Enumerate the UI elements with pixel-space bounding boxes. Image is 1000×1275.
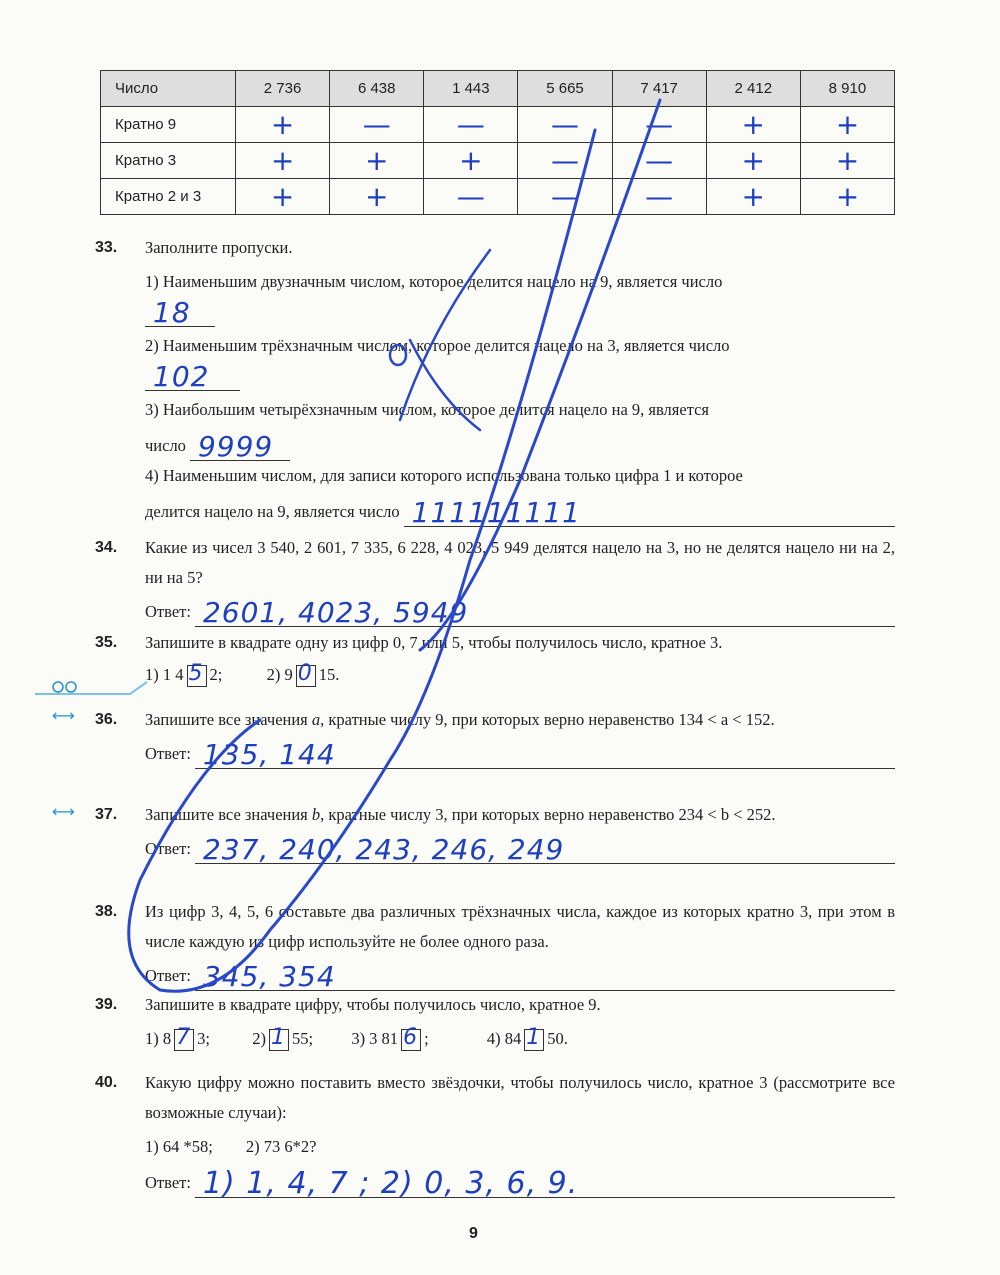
task-text: Какие из чисел 3 540, 2 601, 7 335, 6 228, 4 023, 5 949 делятся нацело на 3, но не делятся нацело ни на 2, ни на 5? [145, 538, 895, 587]
answer-label: Ответ: [145, 744, 191, 763]
table-header-cell: 1 443 [424, 71, 518, 107]
answer-label: Ответ: [145, 839, 191, 858]
handwritten-answer: 1) 1, 4, 7 ; 2) 0, 3, 6, 9. [202, 1166, 579, 1201]
subitem-text: 4) Наименьшим числом, для записи которого использована только цифра 1 и которое [145, 466, 743, 485]
subitem-text: делится нацело на 9, является число [145, 502, 400, 521]
subitem-text: 3) Наибольшим четырёхзначным числом, которое делится нацело на 9, является [145, 400, 710, 419]
table-cell-mark: + [706, 179, 800, 215]
task-35 [95, 628, 895, 690]
table-row [101, 143, 895, 179]
handwritten-answer: 111111111 [411, 496, 581, 529]
margin-decoration [35, 680, 155, 702]
row-label: Кратно 9 [101, 107, 236, 143]
task-text: Какую цифру можно поставить вместо звёздочки, чтобы получилось число, кратное 3 (рассмотрите все возможные случаи): [145, 1073, 895, 1122]
handwritten-answer: 18 [153, 296, 191, 329]
double-arrow-icon: ⟷ [52, 706, 75, 725]
task-number: 35. [95, 634, 118, 651]
task-34 [95, 533, 895, 627]
table-header-row [101, 71, 895, 107]
part-text: 3; [197, 1029, 210, 1048]
answer-field[interactable] [195, 833, 895, 866]
part-text: 3) 3 81 [351, 1029, 399, 1048]
answer-field[interactable] [195, 738, 895, 771]
table-cell-mark: + [424, 143, 518, 179]
answer-label: Ответ: [145, 966, 191, 985]
subitem-text: число [145, 436, 186, 455]
table-cell-mark: — [612, 107, 706, 143]
table-row [101, 179, 895, 215]
table-cell-mark: — [424, 179, 518, 215]
task-number: 37. [95, 806, 118, 823]
digit-box[interactable] [187, 661, 207, 687]
task-40 [95, 1068, 895, 1201]
table-cell-mark: + [706, 143, 800, 179]
handwritten-digit: 1 [526, 1025, 542, 1051]
task-number: 38. [95, 903, 118, 920]
digit-box[interactable] [296, 661, 316, 687]
part-text: 2) 9 [266, 665, 293, 684]
task-39 [95, 990, 895, 1054]
handwritten-digit: 5 [188, 661, 204, 687]
handwritten-digit: 7 [176, 1025, 192, 1051]
variable: b [311, 805, 321, 824]
table-header-cell: 2 412 [706, 71, 800, 107]
handwritten-digit: 6 [403, 1025, 419, 1051]
task-38 [95, 897, 895, 991]
part-text: ; [424, 1029, 429, 1048]
handwritten-answer: 237, 240, 243, 246, 249 [202, 833, 565, 866]
answer-field[interactable] [145, 296, 215, 329]
task-title: Заполните пропуски. [145, 238, 293, 257]
table-cell-mark: — [330, 107, 424, 143]
task-number: 40. [95, 1074, 118, 1091]
part-text: 15. [318, 665, 340, 684]
variable: a [311, 710, 321, 729]
digit-box[interactable] [401, 1025, 421, 1051]
table-header-cell: 7 417 [612, 71, 706, 107]
table-cell-mark: — [518, 107, 612, 143]
table-row [101, 107, 895, 143]
table-cell-mark: + [706, 107, 800, 143]
table-cell-mark: + [236, 107, 330, 143]
answer-field[interactable] [195, 960, 895, 993]
answer-field[interactable] [190, 430, 290, 463]
handwritten-answer: 345, 354 [202, 960, 336, 993]
handwritten-digit: 0 [297, 661, 313, 687]
table-header-cell: 5 665 [518, 71, 612, 107]
task-text: Запишите в квадрате одну из цифр 0, 7 или 5, чтобы получилось число, кратное 3. [145, 633, 723, 652]
task-text: , кратные числу 3, при которых верно неравенство 234 < b < 252. [320, 805, 776, 824]
table-cell-mark: + [330, 143, 424, 179]
row-label: Кратно 3 [101, 143, 236, 179]
table-cell-mark: — [612, 143, 706, 179]
handwritten-answer: 9999 [197, 430, 274, 463]
part-text: 50. [547, 1029, 568, 1048]
answer-label: Ответ: [145, 1173, 191, 1192]
task-text: Запишите все значения [145, 710, 308, 729]
table-header-cell: 8 910 [800, 71, 894, 107]
handwritten-answer: 2601, 4023, 5949 [202, 596, 469, 629]
answer-field[interactable] [404, 496, 895, 529]
table-cell-mark: + [800, 179, 894, 215]
task-number: 33. [95, 239, 118, 256]
table-cell-mark: + [236, 143, 330, 179]
task-parts: 1) 64 *58; 2) 73 6*2? [145, 1137, 317, 1156]
table-cell-mark: + [800, 143, 894, 179]
part-text: 2) [252, 1029, 266, 1048]
subitem-text: 1) Наименьшим двузначным числом, которое делится нацело на 9, является число [145, 272, 723, 291]
task-text: Запишите в квадрате цифру, чтобы получилось число, кратное 9. [145, 995, 601, 1014]
table-cell-mark: — [518, 143, 612, 179]
task-33 [95, 233, 895, 527]
double-arrow-icon: ⟷ [52, 802, 75, 821]
handwritten-digit: 1 [270, 1025, 286, 1051]
digit-box[interactable] [174, 1025, 194, 1051]
answer-field[interactable] [195, 1166, 895, 1201]
part-text: 4) 84 [486, 1029, 522, 1048]
part-text: 1) 8 [145, 1029, 172, 1048]
part-text: 1) 1 4 [145, 665, 184, 684]
task-text: , кратные числу 9, при которых верно неравенство 134 < a < 152. [320, 710, 775, 729]
task-number: 34. [95, 539, 118, 556]
divisibility-table [100, 70, 895, 215]
part-text: 55; [291, 1029, 314, 1048]
digit-box[interactable] [269, 1025, 289, 1051]
table-cell-mark: — [424, 107, 518, 143]
table-cell-mark: + [800, 107, 894, 143]
part-text: 2; [209, 665, 223, 684]
handwritten-answer: 102 [153, 360, 210, 393]
row-label: Кратно 2 и 3 [101, 179, 236, 215]
table-cell-mark: — [518, 179, 612, 215]
answer-field[interactable] [195, 596, 895, 629]
digit-box[interactable] [524, 1025, 544, 1051]
task-number: 39. [95, 996, 118, 1013]
table-header-cell: 2 736 [236, 71, 330, 107]
page-number: 9 [469, 1225, 478, 1242]
table-cell-mark: + [236, 179, 330, 215]
subitem-text: 2) Наименьшим трёхзначным числом, которое делится нацело на 3, является число [145, 336, 730, 355]
table-cell-mark: — [612, 179, 706, 215]
answer-label: Ответ: [145, 602, 191, 621]
table-header-label: Число [101, 71, 236, 107]
task-number: 36. [95, 711, 118, 728]
table-header-cell: 6 438 [330, 71, 424, 107]
task-36 [95, 705, 895, 769]
answer-field[interactable] [145, 360, 240, 393]
table-cell-mark: + [330, 179, 424, 215]
task-text: Запишите все значения [145, 805, 308, 824]
task-text: Из цифр 3, 4, 5, 6 составьте два различных трёхзначных числа, каждое из которых кратно 3, при этом в числе каждую из цифр используйте не более одного раза. [145, 902, 895, 951]
handwritten-answer: 135, 144 [202, 738, 336, 771]
task-37 [95, 800, 895, 864]
